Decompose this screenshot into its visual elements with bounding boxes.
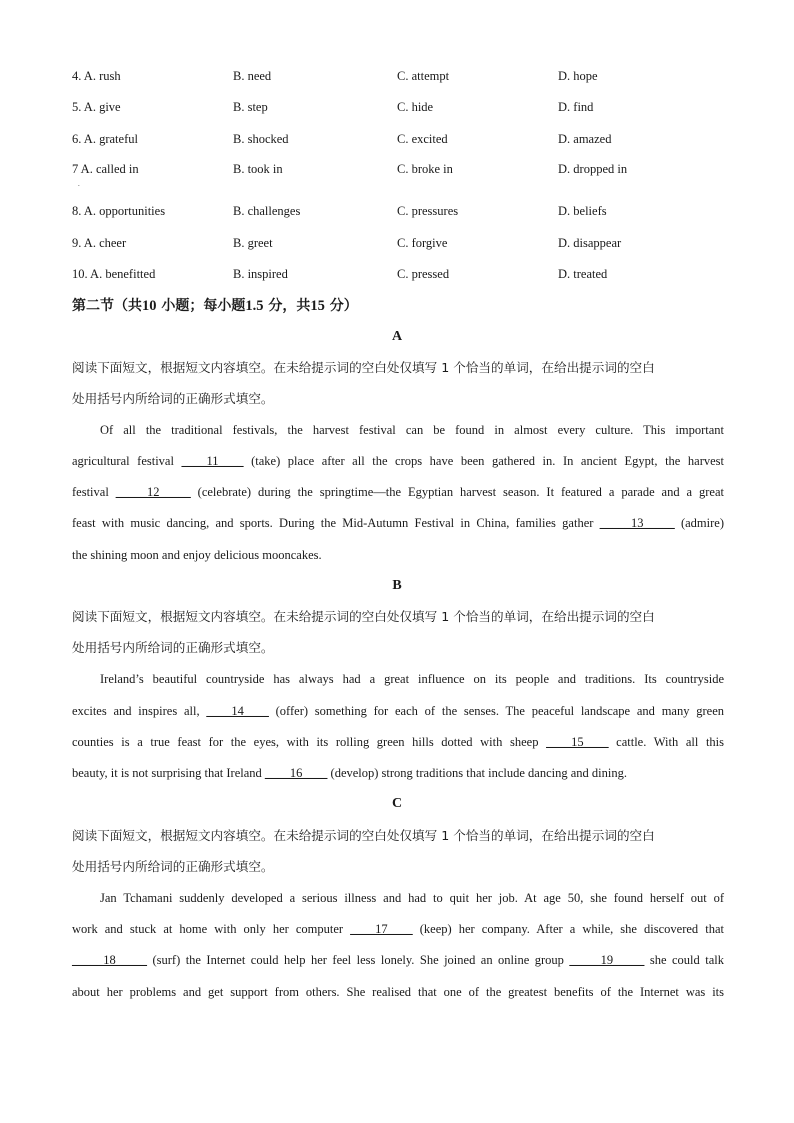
option-d: D. hope — [558, 69, 598, 83]
instruction-line-2: 处用括号内所给词的正确形式填空。 — [72, 391, 274, 406]
passage-a-line-1: Of all the traditional festivals, the harvest festival can be found in almost every culture. This important — [100, 423, 724, 437]
passage-b-line-4 — [72, 763, 724, 783]
option-a: 4. A. rush — [72, 69, 121, 83]
blank-13: _____13_____ — [599, 516, 675, 530]
option-a: 8. A. opportunities — [72, 204, 166, 218]
passage-c-heading: C — [391, 796, 403, 811]
option-b: B. challenges — [233, 204, 301, 218]
option-c: C. excited — [397, 132, 448, 146]
question-6-options — [0, 129, 794, 149]
passage-c-line-1: Jan Tchamani suddenly developed a serious illness and had to quit her job. At age 50, she found herself out of — [100, 891, 724, 905]
question-5-options — [0, 97, 794, 117]
text: (celebrate) during the springtime—the Egyptian harvest season. It featured a parade and a great — [190, 485, 724, 499]
blank-16: ____16____ — [264, 766, 328, 780]
text: (develop) strong traditions that include dancing and dining. — [327, 766, 627, 780]
section-points-each: 1.5 — [245, 298, 264, 314]
question-9-options — [0, 233, 794, 253]
passage-a-line-5: the shining moon and enjoy delicious mooncakes. — [72, 548, 322, 562]
option-a: 10. A. benefitted — [72, 267, 156, 281]
section-mid2: 分，共 — [263, 298, 311, 314]
instruction-line-1: 阅读下面短文，根据短文内容填空。在未给提示词的空白处仅填写 1 个恰当的单词，在给出提示词的空白 — [72, 828, 655, 843]
instruction-line-1: 阅读下面短文，根据短文内容填空。在未给提示词的空白处仅填写 1 个恰当的单词，在给出提示词的空白 — [72, 360, 655, 375]
section-title — [72, 296, 358, 316]
option-d: D. find — [558, 100, 594, 114]
section-count: 10 — [142, 298, 157, 314]
option-d: D. dropped in — [558, 162, 628, 176]
text: (keep) her company. After a while, she discovered that — [412, 922, 724, 936]
instruction-line-2: 处用括号内所给词的正确形式填空。 — [72, 640, 274, 655]
text: excites and inspires all, — [72, 704, 207, 718]
passage-a-heading: A — [391, 329, 403, 344]
option-a: 7 A. called in — [72, 162, 139, 176]
option-b: B. need — [233, 69, 272, 83]
text: (offer) something for each of the senses. The peaceful landscape and many green — [268, 704, 724, 718]
option-b: B. inspired — [233, 267, 288, 281]
option-d: D. amazed — [558, 132, 612, 146]
text: (take) place after all the crops have been gathered in. In ancient Egypt, the harvest — [243, 454, 725, 468]
option-d: D. treated — [558, 267, 608, 281]
passage-b-heading: B — [392, 578, 402, 593]
passage-a-line-4 — [72, 513, 724, 533]
passage-a-line-2 — [72, 451, 724, 471]
option-b: B. greet — [233, 236, 273, 250]
instruction-line-1: 阅读下面短文，根据短文内容填空。在未给提示词的空白处仅填写 1 个恰当的单词，在给出提示词的空白 — [72, 609, 655, 624]
option-d: D. disappear — [558, 236, 622, 250]
passage-b-line-1: Ireland’s beautiful countryside has always had a great influence on its people and traditions. Its countryside — [100, 672, 724, 686]
passage-b-line-3 — [72, 732, 724, 752]
text: feast with music dancing, and sports. During the Mid-Autumn Festival in China, families gather — [72, 516, 600, 530]
section-suffix: 分） — [324, 298, 358, 314]
question-4-options — [0, 66, 794, 86]
text: festival — [72, 485, 116, 499]
option-c: C. broke in — [397, 162, 453, 176]
text: work and stuck at home with only her computer — [72, 922, 351, 936]
option-c: C. forgive — [397, 236, 448, 250]
option-b: B. took in — [233, 162, 283, 176]
text: agricultural festival — [72, 454, 182, 468]
passage-c-line-3 — [72, 950, 724, 970]
blank-11: ____11____ — [181, 454, 244, 468]
passage-c-line-2 — [72, 919, 724, 939]
blank-17: ____17____ — [350, 922, 413, 936]
blank-19: _____19_____ — [569, 953, 645, 967]
instruction-line-2: 处用括号内所给词的正确形式填空。 — [72, 859, 274, 874]
option-c: C. pressures — [397, 204, 459, 218]
text: cattle. With all this — [608, 735, 725, 749]
passage-a-line-3 — [72, 482, 724, 502]
blank-18: _____18_____ — [72, 953, 147, 967]
stray-dot: . — [78, 180, 80, 188]
text: (admire) — [674, 516, 724, 530]
option-b: B. step — [233, 100, 268, 114]
text: she could talk — [644, 953, 724, 967]
option-c: C. pressed — [397, 267, 450, 281]
text: counties is a true feast for the eyes, with its rolling green hills dotted with sheep — [72, 735, 547, 749]
blank-14: ____14____ — [206, 704, 269, 718]
question-8-options — [0, 201, 794, 221]
passage-b-line-2 — [72, 701, 724, 721]
blank-12: _____12_____ — [115, 485, 191, 499]
section-prefix: 第二节（共 — [72, 298, 142, 314]
question-7-options — [0, 159, 794, 179]
passage-c-line-4: about her problems and get support from others. She realised that one of the greatest benefits of the Internet was its — [72, 985, 724, 999]
option-a: 6. A. grateful — [72, 132, 138, 146]
option-c: C. attempt — [397, 69, 450, 83]
option-d: D. beliefs — [558, 204, 607, 218]
section-points-total: 15 — [310, 298, 325, 314]
option-b: B. shocked — [233, 132, 289, 146]
text: (surf) the Internet could help her feel less lonely. She joined an online group — [147, 953, 570, 967]
option-a: 5. A. give — [72, 100, 121, 114]
section-mid1: 小题；每小题 — [156, 298, 246, 314]
question-10-options — [0, 264, 794, 284]
text: beauty, it is not surprising that Ireland — [72, 766, 265, 780]
option-c: C. hide — [397, 100, 434, 114]
option-a: 9. A. cheer — [72, 236, 127, 250]
blank-15: ____15____ — [546, 735, 609, 749]
